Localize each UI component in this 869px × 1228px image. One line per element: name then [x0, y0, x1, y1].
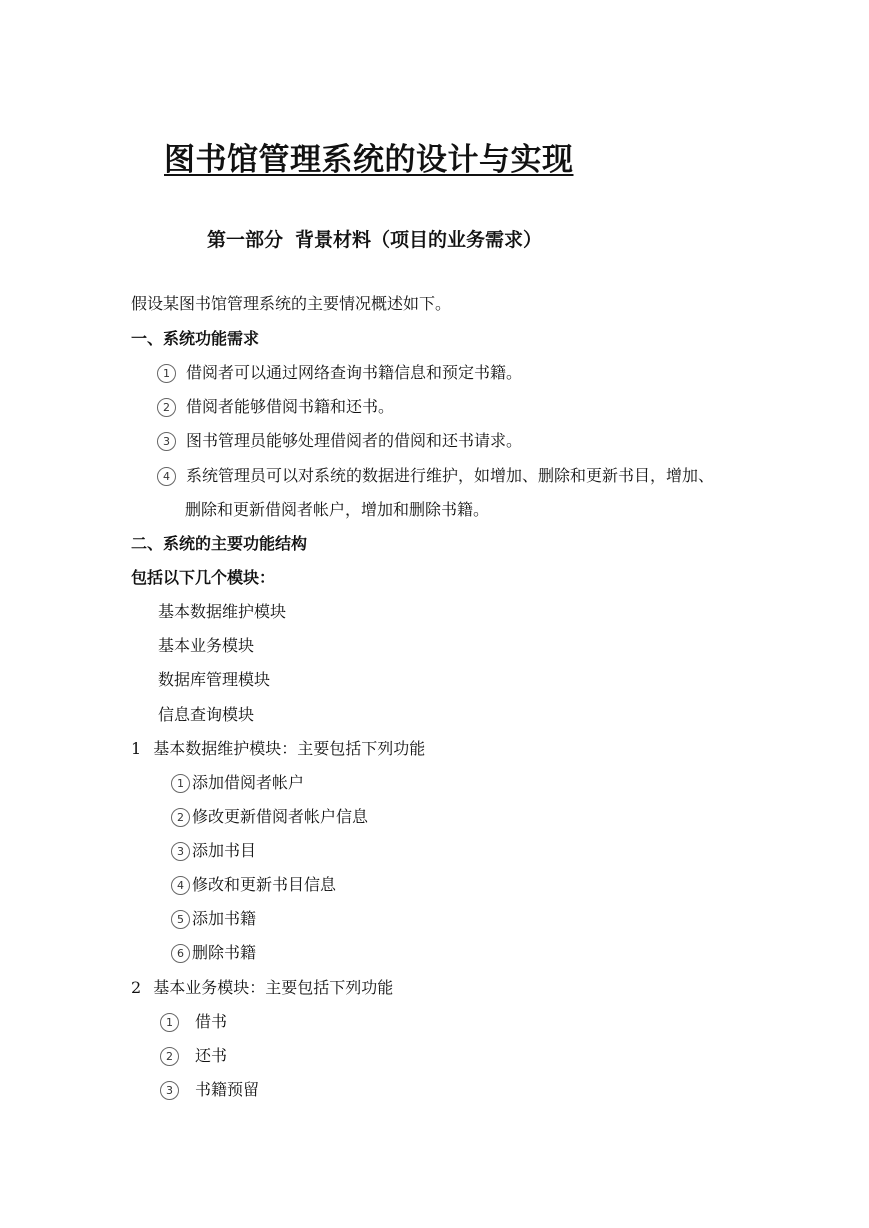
requirement-text: 图书管理员能够处理借阅者的借阅和还书请求。	[186, 431, 523, 450]
requirement-item	[157, 396, 394, 418]
document-title: 图书馆管理系统的设计与实现	[164, 142, 574, 178]
function-text: 删除书籍	[192, 943, 257, 962]
function-item	[171, 908, 256, 930]
section1-heading: 一、系统功能需求	[131, 329, 260, 348]
module-heading-text: 基本数据维护模块：主要包括下列功能	[153, 739, 426, 758]
circled-number: 3	[157, 432, 176, 451]
circled-number: 5	[171, 910, 190, 929]
circled-number: 3	[160, 1081, 179, 1100]
module1-heading	[131, 738, 425, 760]
circled-number: 2	[171, 808, 190, 827]
function-text: 还书	[195, 1046, 228, 1065]
section2-intro: 包括以下几个模块：	[131, 568, 276, 587]
circled-number: 2	[160, 1047, 179, 1066]
function-text: 书籍预留	[195, 1080, 260, 1099]
circled-number: 2	[157, 398, 176, 417]
function-item	[160, 1045, 227, 1067]
module2-heading	[131, 977, 393, 999]
function-item	[171, 874, 336, 896]
module-number: 2	[131, 978, 142, 997]
module-heading-text: 基本业务模块：主要包括下列功能	[153, 978, 394, 997]
subtitle-text: 背景材料（项目的业务需求）	[295, 229, 543, 251]
module-name: 信息查询模块	[158, 705, 255, 724]
function-text: 借书	[195, 1012, 228, 1031]
requirement-item	[157, 430, 522, 452]
function-text: 修改更新借阅者帐户信息	[192, 807, 369, 826]
function-item	[171, 772, 304, 794]
requirement-text: 系统管理员可以对系统的数据进行维护，如增加、删除和更新书目，增加、	[186, 466, 715, 485]
intro-paragraph: 假设某图书馆管理系统的主要情况概述如下。	[131, 294, 452, 313]
circled-number: 1	[171, 774, 190, 793]
function-text: 添加书籍	[192, 909, 257, 928]
requirement-item	[157, 362, 522, 384]
module-name: 数据库管理模块	[158, 670, 271, 689]
requirement-item	[157, 465, 714, 487]
function-text: 添加借阅者帐户	[192, 773, 305, 792]
module-number: 1	[131, 739, 142, 758]
function-item	[160, 1011, 227, 1033]
circled-number: 4	[171, 876, 190, 895]
module-name: 基本业务模块	[158, 636, 255, 655]
section2-heading: 二、系统的主要功能结构	[131, 534, 308, 553]
function-item	[171, 942, 256, 964]
requirement-text: 借阅者能够借阅书籍和还书。	[186, 397, 395, 416]
function-item	[160, 1079, 259, 1101]
function-item	[171, 840, 256, 862]
section-subtitle	[207, 225, 542, 252]
function-text: 修改和更新书目信息	[192, 875, 337, 894]
circled-number: 1	[157, 364, 176, 383]
circled-number: 1	[160, 1013, 179, 1032]
function-text: 添加书目	[192, 841, 257, 860]
module-name: 基本数据维护模块	[158, 602, 287, 621]
subtitle-part: 第一部分	[207, 229, 284, 251]
circled-number: 6	[171, 944, 190, 963]
function-item	[171, 806, 368, 828]
circled-number: 4	[157, 467, 176, 486]
requirement-text: 借阅者可以通过网络查询书籍信息和预定书籍。	[186, 363, 523, 382]
circled-number: 3	[171, 842, 190, 861]
requirement-continuation: 删除和更新借阅者帐户，增加和删除书籍。	[185, 500, 490, 519]
